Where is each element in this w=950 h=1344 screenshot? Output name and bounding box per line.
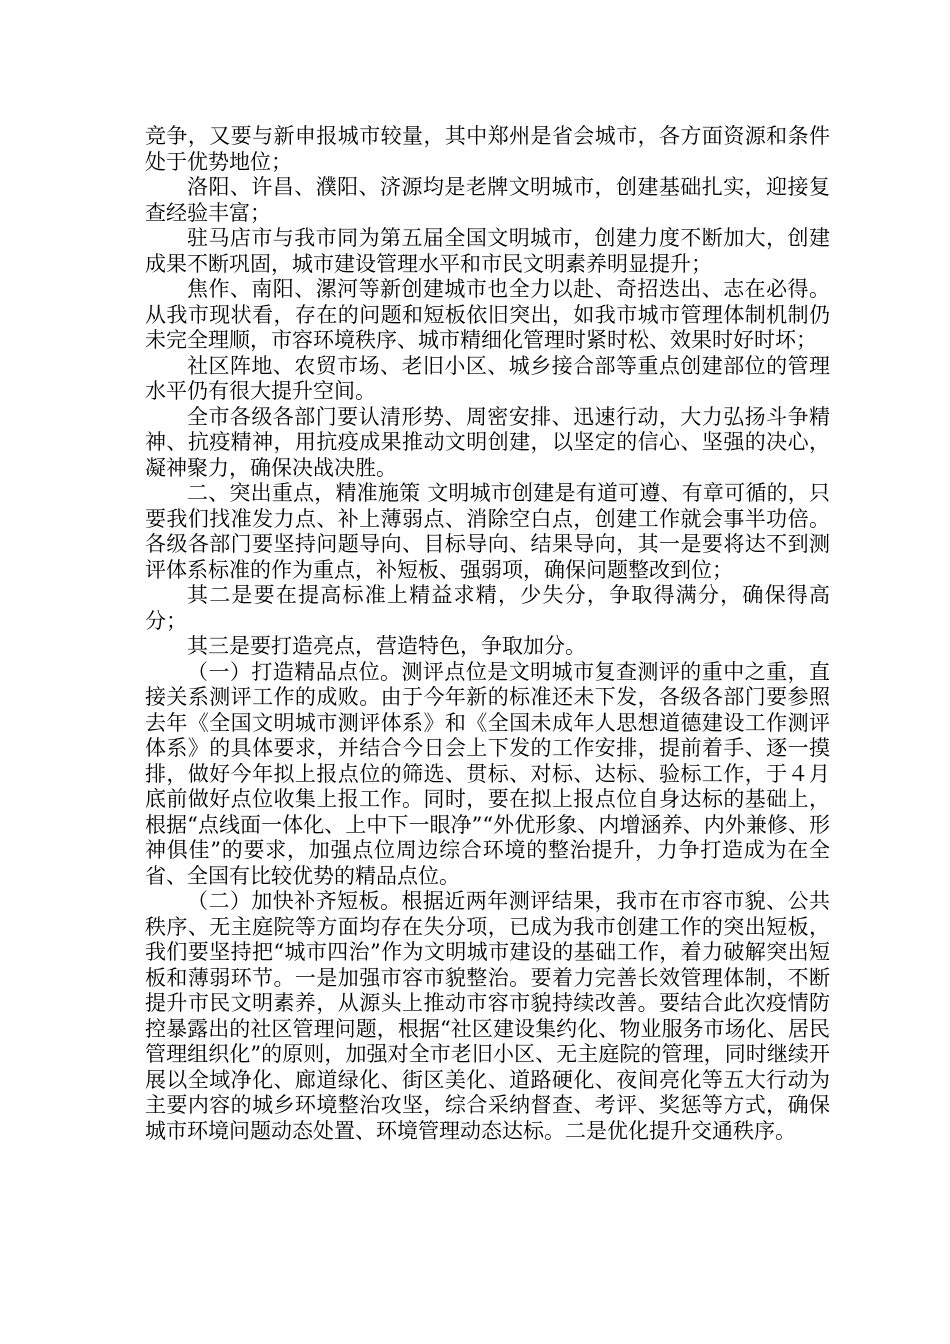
paragraph-7: 二、突出重点，精准施策 文明城市创建是有道可遵、有章可循的，只要我们找准发力点、补上薄弱点、消除空白点，创建工作就会事半功倍。各级各部门要坚持问题导向、目标导向、结果导向，其一是要将达不到测评体系标准的作为重点，补短板、强弱项，确保问题整改到位； xyxy=(145,481,830,582)
paragraph-8: 其二是要在提高标准上精益求精，少失分，争取得满分，确保得高分； xyxy=(145,583,830,633)
paragraph-4: 焦作、南阳、漯河等新创建城市也全力以赴、奇招迭出、志在必得。从我市现状看，存在的问题和短板依旧突出，如我市城市管理体制机制仍未完全理顺，市容环境秩序、城市精细化管理时紧时松、效果时好时坏； xyxy=(145,277,830,352)
paragraph-10: （一）打造精品点位。测评点位是文明城市复查测评的重中之重，直接关系测评工作的成败。由于今年新的标准还未下发，各级各部门要参照去年《全国文明城市测评体系》和《全国未成年人思想道德建设工作测评体系》的具体要求，并结合今日会上下发的工作安排，提前着手、逐一摸排，做好今年拟上报点位的筛选、贯标、对标、达标、验标工作，于４月底前做好点位收集上报工作。同时，要在拟上报点位自身达标的基础上，根据“点线面一体化、上中下一眼净”“外优形象、内增涵养、内外兼修、形神俱佳”的要求，加强点位周边综合环境的整治提升，力争打造成为在全省、全国有比较优势的精品点位。 xyxy=(145,659,830,888)
document-body xyxy=(145,124,830,1144)
paragraph-2: 洛阳、许昌、濮阳、济源均是老牌文明城市，创建基础扎实，迎接复查经验丰富； xyxy=(145,175,830,225)
paragraph-3: 驻马店市与我市同为第五届全国文明城市，创建力度不断加大，创建成果不断巩固，城市建设管理水平和市民文明素养明显提升； xyxy=(145,226,830,276)
paragraph-9: 其三是要打造亮点，营造特色，争取加分。 xyxy=(187,634,586,658)
paragraph-1: 竞争，又要与新申报城市较量，其中郑州是省会城市，各方面资源和条件处于优势地位； xyxy=(145,124,830,174)
paragraph-11: （二）加快补齐短板。根据近两年测评结果，我市在市容市貌、公共秩序、无主庭院等方面均存在失分项，已成为我市创建工作的突出短板，我们要坚持把“城市四治”作为文明城市建设的基础工作，着力破解突出短板和薄弱环节。一是加强市容市貌整治。要着力完善长效管理体制，不断提升市民文明素养，从源头上推动市容市貌持续改善。要结合此次疫情防控暴露出的社区管理问题，根据“社区建设集约化、物业服务市场化、居民管理组织化”的原则，加强对全市老旧小区、无主庭院的管理，同时继续开展以全域净化、廊道绿化、街区美化、道路硬化、夜间亮化等五大行动为主要内容的城乡环境整治攻坚，综合采纳督查、考评、奖惩等方式，确保城市环境问题动态处置、环境管理动态达标。二是优化提升交通秩序。 xyxy=(145,889,830,1143)
paragraph-5: 社区阵地、农贸市场、老旧小区、城乡接合部等重点创建部位的管理水平仍有很大提升空间。 xyxy=(145,353,830,403)
paragraph-6: 全市各级各部门要认清形势、周密安排、迅速行动，大力弘扬斗争精神、抗疫精神，用抗疫成果推动文明创建，以坚定的信心、坚强的决心，凝神聚力，确保决战决胜。 xyxy=(145,404,830,480)
